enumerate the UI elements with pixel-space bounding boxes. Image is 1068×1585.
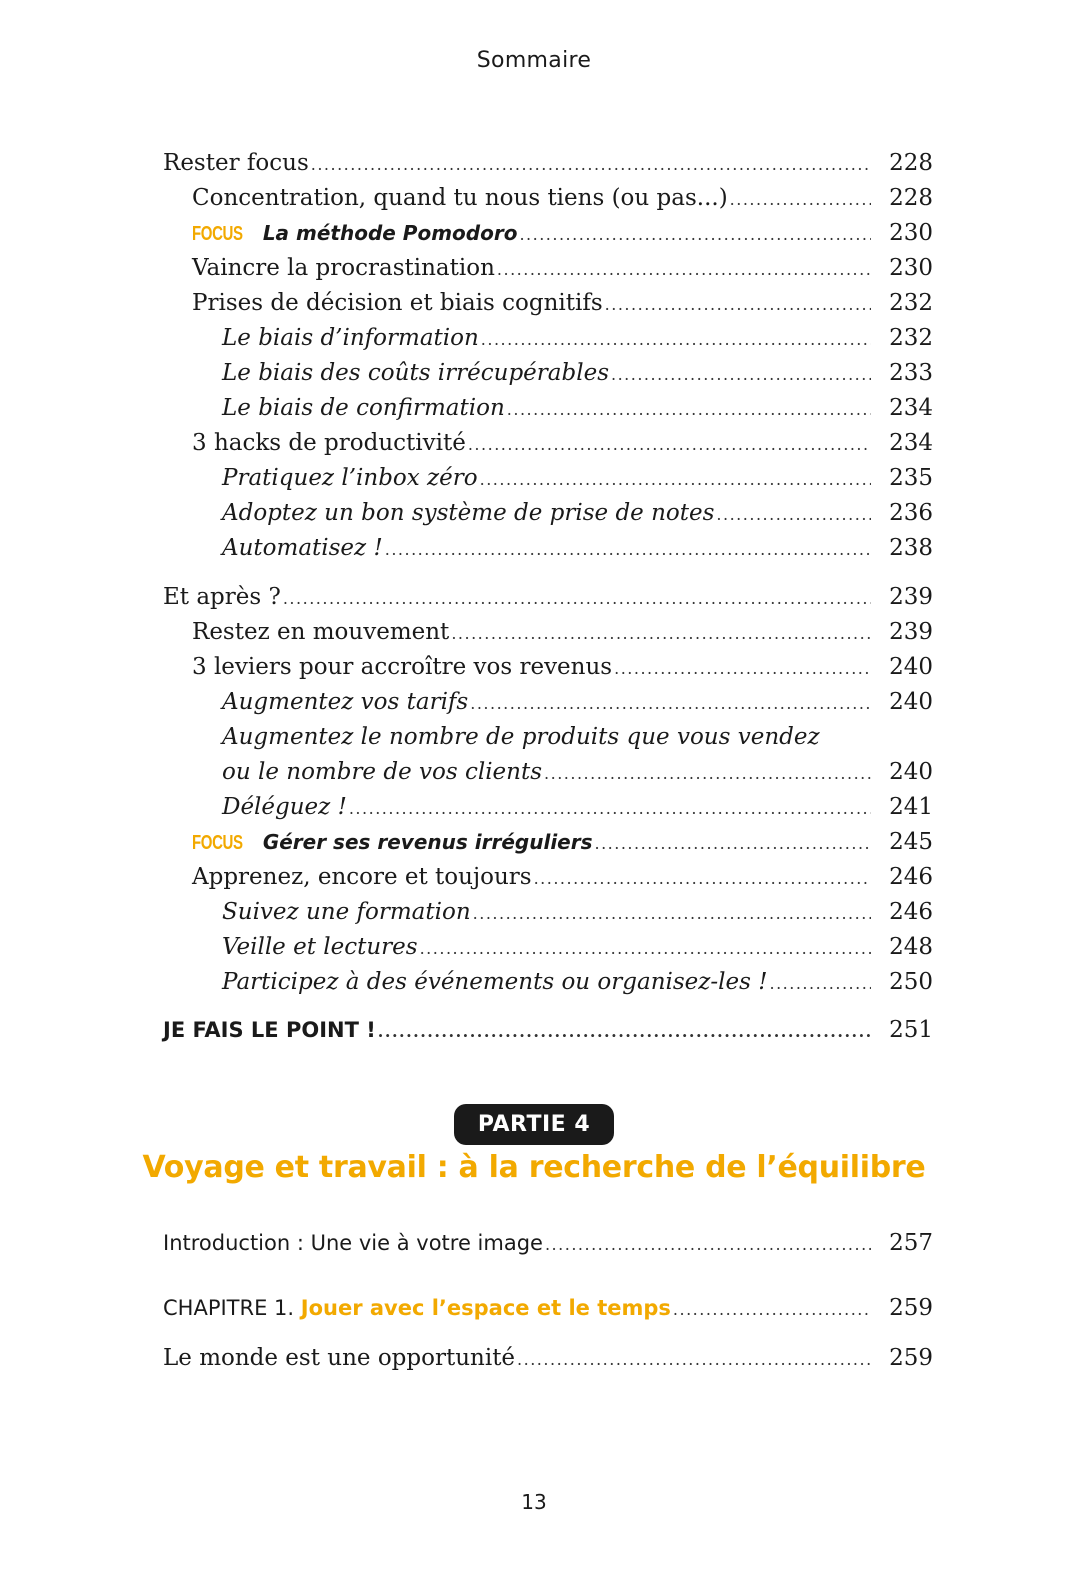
toc-entry-page: 259 xyxy=(889,1295,933,1321)
toc-entry-page: 240 xyxy=(889,689,933,715)
toc-entry-page: 230 xyxy=(889,255,933,281)
toc-entry-label: Déléguez ! xyxy=(222,794,347,820)
toc-entry-page: 230 xyxy=(889,220,933,246)
toc-entry-label: La méthode Pomodoro xyxy=(262,221,518,245)
dot-leader xyxy=(385,532,871,567)
toc-entry-page: 232 xyxy=(889,325,933,351)
toc-entry-label: Pratiquez l’inbox zéro xyxy=(222,465,478,491)
toc-entry xyxy=(163,755,933,790)
dot-leader xyxy=(480,462,871,497)
dot-leader xyxy=(283,581,871,616)
toc-entry xyxy=(163,146,933,181)
dot-leader xyxy=(420,931,871,966)
toc-entry-label: Le biais d’information xyxy=(222,325,479,351)
dot-leader xyxy=(311,147,871,182)
toc-entry-page: 236 xyxy=(889,500,933,526)
toc-entry-page: 248 xyxy=(889,934,933,960)
toc-entry xyxy=(163,286,933,321)
toc-entry xyxy=(163,615,933,650)
toc-entry xyxy=(163,181,933,216)
toc-entry xyxy=(163,930,933,965)
toc-section-monde xyxy=(163,1341,933,1376)
focus-tag: FOCUS xyxy=(192,223,243,245)
chapter-title: Jouer avec l’espace et le temps xyxy=(300,1296,671,1320)
dot-leader xyxy=(473,896,871,931)
dot-leader xyxy=(770,966,872,1001)
toc-entry-label: 3 hacks de productivité xyxy=(192,430,466,456)
dot-leader xyxy=(470,686,871,721)
toc-entry-page: 234 xyxy=(889,395,933,421)
toc-entry xyxy=(163,895,933,930)
toc-entry-page: 228 xyxy=(889,150,933,176)
dot-leader xyxy=(349,791,871,826)
toc-entry-label: Apprenez, encore et toujours xyxy=(192,864,532,890)
toc-entry xyxy=(163,496,933,531)
dot-leader xyxy=(545,1227,871,1262)
running-header: Sommaire xyxy=(476,48,592,73)
dot-leader xyxy=(378,1014,871,1049)
dot-leader xyxy=(595,826,872,861)
focus-tag: FOCUS xyxy=(192,832,243,854)
toc-entry xyxy=(163,531,933,566)
dot-leader xyxy=(497,252,871,287)
toc-entry xyxy=(163,685,933,720)
dot-leader xyxy=(614,651,871,686)
toc-entry xyxy=(163,650,933,685)
toc-entry xyxy=(163,356,933,391)
page-number: 13 xyxy=(521,1490,547,1514)
dot-leader xyxy=(517,1342,871,1377)
toc-entry-page: 240 xyxy=(889,654,933,680)
toc-entry-page: 259 xyxy=(889,1345,933,1371)
dot-leader xyxy=(716,497,871,532)
toc-entry xyxy=(163,580,933,615)
chapter-prefix: CHAPITRE 1. xyxy=(163,1296,295,1320)
toc-entry xyxy=(163,1341,933,1376)
toc-entry-label: Le monde est une opportunité xyxy=(163,1345,516,1371)
toc-entry xyxy=(163,321,933,356)
toc-section-rester-focus xyxy=(163,146,933,566)
part-badge-wrap xyxy=(0,1104,1068,1145)
toc-entry-page: 241 xyxy=(889,794,933,820)
toc-entry-page: 239 xyxy=(889,619,933,645)
toc-entry-page: 232 xyxy=(889,290,933,316)
toc-entry-page: 239 xyxy=(889,584,933,610)
toc-entry-label: Et après ? xyxy=(163,584,281,610)
toc-entry-label: 3 leviers pour accroître vos revenus xyxy=(192,654,613,680)
toc-entry-page: 240 xyxy=(889,759,933,785)
toc-entry-label: Adoptez un bon système de prise de notes xyxy=(222,500,715,526)
toc-entry-focus xyxy=(163,825,933,860)
toc-entry-label-line1: Augmentez le nombre de produits que vous vendez xyxy=(222,724,820,750)
toc-entry-label: Veille et lectures xyxy=(222,934,418,960)
toc-entry-label: Automatisez ! xyxy=(222,535,383,561)
toc-entry-label-line2: ou le nombre de vos clients xyxy=(222,759,543,785)
toc-entry-label: Augmentez vos tarifs xyxy=(222,689,469,715)
dot-leader xyxy=(611,357,871,392)
toc-entry-page: 235 xyxy=(889,465,933,491)
toc-entry-page: 228 xyxy=(889,185,933,211)
toc-entry xyxy=(163,426,933,461)
toc-entry-label: Introduction : Une vie à votre image xyxy=(163,1231,543,1255)
toc-entry-label: Prises de décision et biais cognitifs xyxy=(192,290,603,316)
toc-entry-label: JE FAIS LE POINT ! xyxy=(163,1018,376,1042)
toc-entry xyxy=(163,251,933,286)
toc-section-chapter xyxy=(163,1291,933,1326)
toc-section-et-apres xyxy=(163,580,933,1000)
dot-leader xyxy=(468,427,871,462)
toc-entry-label: Gérer ses revenus irréguliers xyxy=(262,830,593,854)
toc-entry-label: Le biais des coûts irrécupérables xyxy=(222,360,609,386)
toc-entry-label: Rester focus xyxy=(163,150,309,176)
toc-entry-label: Le biais de confirmation xyxy=(222,395,505,421)
dot-leader xyxy=(451,616,871,651)
toc-entry-page: 251 xyxy=(889,1017,933,1043)
dot-leader xyxy=(507,392,871,427)
toc-entry xyxy=(163,1226,933,1261)
part-title: Voyage et travail : à la recherche de l’équilibre xyxy=(142,1150,926,1185)
toc-section-point xyxy=(163,1013,933,1048)
toc-entry-focus xyxy=(163,216,933,251)
toc-entry xyxy=(163,860,933,895)
toc-entry-page: 246 xyxy=(889,899,933,925)
toc-entry xyxy=(163,1013,933,1048)
toc-entry-page: 250 xyxy=(889,969,933,995)
dot-leader xyxy=(534,861,871,896)
toc-entry-page: 234 xyxy=(889,430,933,456)
toc-entry-label: Vaincre la procrastination xyxy=(192,255,495,281)
toc-entry-page: 257 xyxy=(889,1230,933,1256)
toc-entry xyxy=(163,391,933,426)
dot-leader xyxy=(605,287,871,322)
part-badge: PARTIE 4 xyxy=(454,1104,614,1145)
toc-entry-page: 245 xyxy=(889,829,933,855)
toc-entry xyxy=(163,790,933,825)
toc-entry-page: 233 xyxy=(889,360,933,386)
toc-entry-chapter xyxy=(163,1291,933,1326)
toc-entry-label: Restez en mouvement xyxy=(192,619,450,645)
toc-entry-page: 246 xyxy=(889,864,933,890)
toc-entry-page: 238 xyxy=(889,535,933,561)
toc-entry xyxy=(163,461,933,496)
toc-entry-label: Participez à des événements ou organisez-les ! xyxy=(222,969,768,995)
dot-leader xyxy=(519,217,871,252)
dot-leader xyxy=(730,182,871,217)
toc-section-intro xyxy=(163,1226,933,1261)
toc-entry-label: Suivez une formation xyxy=(222,899,471,925)
toc-entry xyxy=(163,965,933,1000)
toc-entry-label: Concentration, quand tu nous tiens (ou pas...) xyxy=(192,185,728,211)
dot-leader xyxy=(481,322,871,357)
dot-leader xyxy=(673,1292,871,1327)
dot-leader xyxy=(544,756,871,791)
